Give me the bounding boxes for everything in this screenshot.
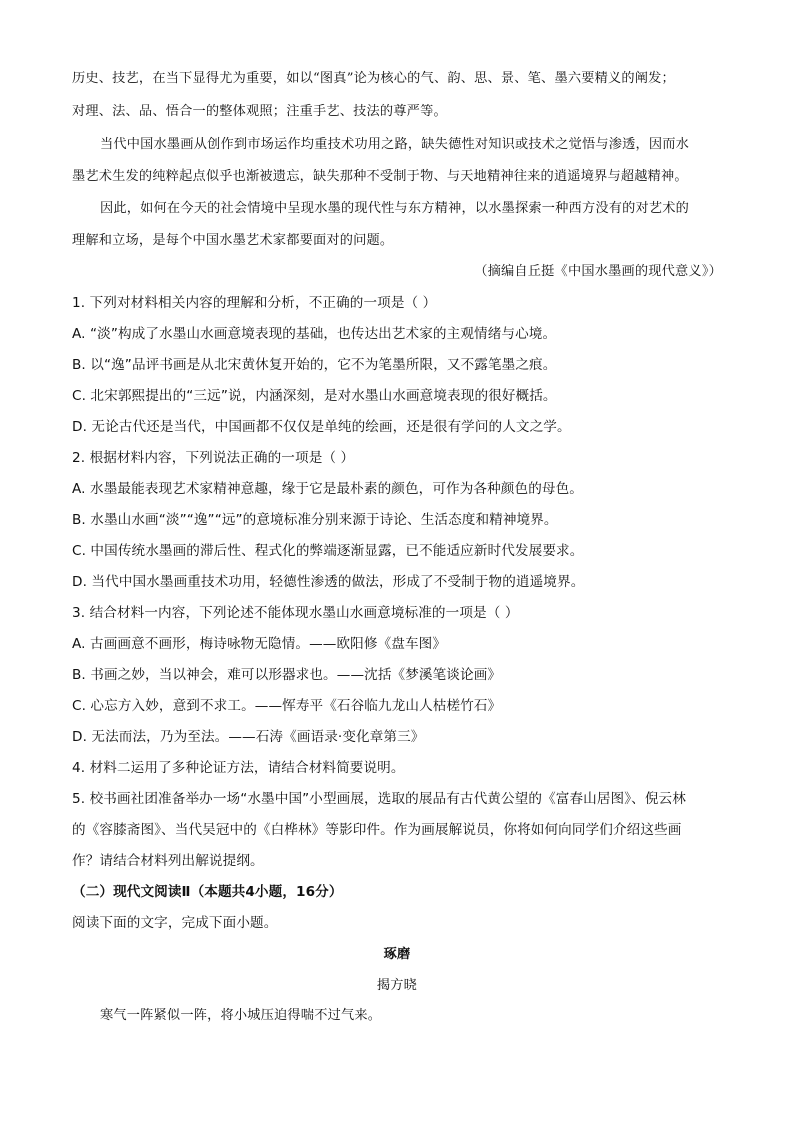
question-3-option-b: B. 书画之妙，当以神会，难可以形器求也。——沈括《梦溪笔谈论画》 [72, 667, 502, 683]
question-5-line: 的《容膝斋图》、当代吴冠中的《白桦林》等影印件。作为画展解说员，你将如何向同学们介绍这些画 [72, 822, 682, 838]
question-5-line: 作？请结合材料列出解说提纲。 [72, 853, 264, 869]
story-first-line: 寒气一阵紧似一阵，将小城压迫得喘不过气来。 [100, 1008, 382, 1023]
story-author: 揭方晓 [376, 978, 418, 993]
material-paragraph-line: 历史、技艺，在当下显得尤为重要，如以“图真”论为核心的气、韵、思、景、笔、墨六要精义的阐发； [72, 71, 675, 86]
question-4-stem: 4. 材料二运用了多种论证方法，请结合材料简要说明。 [72, 760, 405, 776]
question-1-option-a: A. “淡”构成了水墨山水画意境表现的基础，也传达出艺术家的主观情绪与心境。 [72, 326, 557, 342]
question-2-option-d: D. 当代中国水墨画重技术功用，轻德性渗透的做法，形成了不受制于物的逍遥境界。 [72, 574, 585, 590]
story-title: 琢磨 [383, 947, 411, 962]
question-3-option-c: C. 心忘方入妙，意到不求工。——恽寿平《石谷临九龙山人枯槎竹石》 [72, 698, 502, 714]
question-5-line: 5. 校书画社团准备举办一场“水墨中国”小型画展，选取的展品有古代黄公望的《富春山居图》、倪云林 [72, 791, 686, 807]
material-paragraph-line: 因此，如何在今天的社会情境中呈现水墨的现代性与东方精神，以水墨探索一种西方没有的对艺术的 [100, 201, 690, 216]
material-paragraph-line: 墨艺术生发的纯粹起点似乎也渐被遗忘，缺失那种不受制于物、与天地精神往来的逍遥境界与超越精神。 [72, 169, 688, 184]
question-1-option-d: D. 无论古代还是当代，中国画都不仅仅是单纯的绘画，还是很有学问的人文之学。 [72, 419, 571, 435]
question-2-option-c: C. 中国传统水墨画的滞后性、程式化的弊端逐渐显露，已不能适应新时代发展要求。 [72, 543, 584, 559]
material-paragraph-line: 理解和立场，是每个中国水墨艺术家都要面对的问题。 [72, 233, 394, 248]
question-2-option-a: A. 水墨最能表现艺术家精神意趣，缘于它是最朴素的颜色，可作为各种颜色的母色。 [72, 481, 583, 497]
question-1-option-b: B. 以“逸”品评书画是从北宋黄休复开始的，它不为笔墨所限，又不露笔墨之痕。 [72, 357, 557, 373]
material-source: （摘编自丘挺《中国水墨画的现代意义》） [474, 264, 722, 279]
question-1-option-c: C. 北宋郭熙提出的“三远”说，内涵深刻，是对水墨山水画意境表现的很好概括。 [72, 388, 557, 404]
question-1-stem: 1. 下列对材料相关内容的理解和分析，不正确的一项是（ ） [72, 295, 437, 311]
material-paragraph-line: 当代中国水墨画从创作到市场运作均重技术功用之路，缺失德性对知识或技术之觉悟与渗透，因而水 [100, 137, 690, 152]
question-2-stem: 2. 根据材料内容，下列说法正确的一项是（ ） [72, 450, 355, 466]
question-3-option-a: A. 古画画意不画形，梅诗咏物无隐情。——欧阳修《盘车图》 [72, 636, 447, 652]
reading-instruction: 阅读下面的文字，完成下面小题。 [72, 915, 278, 931]
question-3-option-d: D. 无法而法，乃为至法。——石涛《画语录·变化章第三》 [72, 729, 425, 745]
question-2-option-b: B. 水墨山水画“淡”“逸”“远”的意境标准分别来源于诗论、生活态度和精神境界。 [72, 512, 558, 528]
question-3-stem: 3. 结合材料一内容，下列论述不能体现水墨山水画意境标准的一项是（ ） [72, 605, 519, 621]
section-heading: （二）现代文阅读Ⅱ（本题共4小题，16分） [72, 884, 343, 900]
material-paragraph-line: 对理、法、品、悟合一的整体观照；注重手艺、技法的尊严等。 [72, 104, 447, 119]
